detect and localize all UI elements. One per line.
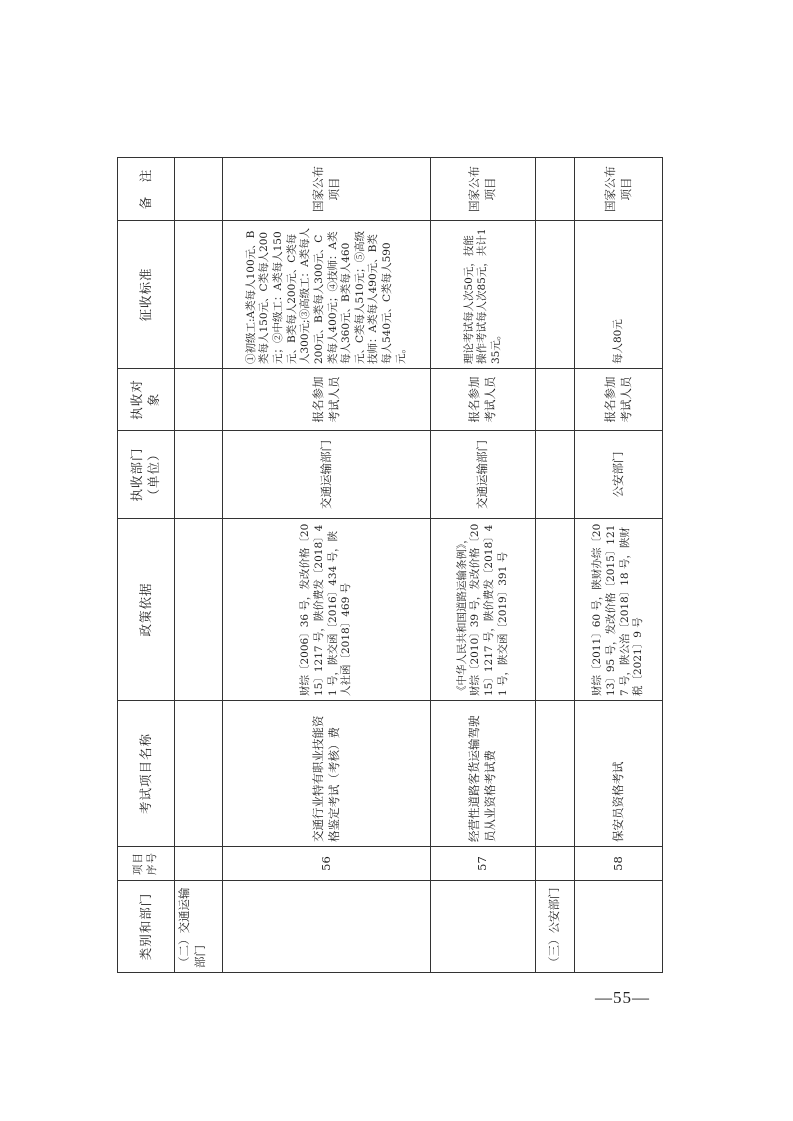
row-target: 报名参加考试人员 <box>223 369 431 431</box>
section-transport: （二）交通运输部门 <box>175 881 223 973</box>
header-standard: 征收标准 <box>118 221 175 369</box>
section-police: （三）公安部门 <box>536 881 575 973</box>
row-exam-name: 经营性道路客货运输驾驶员从业资格考试费 <box>431 701 536 847</box>
row-remark: 国家公布项目 <box>431 158 536 221</box>
row-policy: 财综〔2011〕60 号，陕财办综〔2013〕95 号，发改价格〔2015〕1217 号，陕公治〔2018〕18 号，陕财税〔2021〕9 号 <box>575 519 663 701</box>
rotated-table-container <box>117 158 662 973</box>
row-dept: 公安部门 <box>575 431 663 519</box>
table-row <box>431 158 536 973</box>
row-policy: 《中华人民共和国道路运输条例》，财综〔2010〕39 号，发改价格〔2015〕1217 号，陕价费发〔2018〕41 号，陕交函〔2019〕391 号 <box>431 519 536 701</box>
header-category: 类别和部门 <box>118 881 175 973</box>
row-target: 报名参加考试人员 <box>431 369 536 431</box>
row-exam-name: 交通行业特有职业技能资格鉴定考试（考核）费 <box>223 701 431 847</box>
section-row-transport <box>175 158 223 973</box>
row-standard: ①初级工:A类每人100元、B类每人150元、C类每人200元；②中级工：A类每人150元、B类每人200元、C类每人300元;③高级工：A类每人200元、B类每人300元、C类每人400元；④技师：A类每人360元、B类每人460元、C类每人510元；⑤高级技师：A类每人490元、B类每人540元、C类每人590元。 <box>223 221 431 369</box>
table-row <box>223 158 431 973</box>
row-no: 56 <box>223 847 431 881</box>
row-exam-name: 保安员资格考试 <box>575 701 663 847</box>
header-target: 执收对象 <box>118 369 175 431</box>
row-target: 报名参加考试人员 <box>575 369 663 431</box>
row-standard: 每人80元 <box>575 221 663 369</box>
header-exam-name: 考试项目名称 <box>118 701 175 847</box>
row-no: 57 <box>431 847 536 881</box>
row-remark: 国家公布项目 <box>575 158 663 221</box>
header-item-no: 项目序号 <box>118 847 175 881</box>
section-row-police <box>536 158 575 973</box>
row-no: 58 <box>575 847 663 881</box>
row-policy: 财综〔2006〕36 号，发改价格〔2015〕1217 号，陕价费发〔2018〕41 号，陕交函〔2016〕434 号，陕人社函〔2018〕469 号 <box>223 519 431 701</box>
header-remark: 备 注 <box>118 158 175 221</box>
header-row <box>118 158 175 973</box>
header-dept: 执收部门（单位） <box>118 431 175 519</box>
row-dept: 交通运输部门 <box>431 431 536 519</box>
page-number: —55— <box>595 988 650 1007</box>
row-standard: 理论考试每人次50元，技能操作考试每人次85元，共计135元。 <box>431 221 536 369</box>
table-row <box>575 158 663 973</box>
header-policy: 政策依据 <box>118 519 175 701</box>
row-remark: 国家公布项目 <box>223 158 431 221</box>
fee-table <box>117 157 663 973</box>
row-dept: 交通运输部门 <box>223 431 431 519</box>
